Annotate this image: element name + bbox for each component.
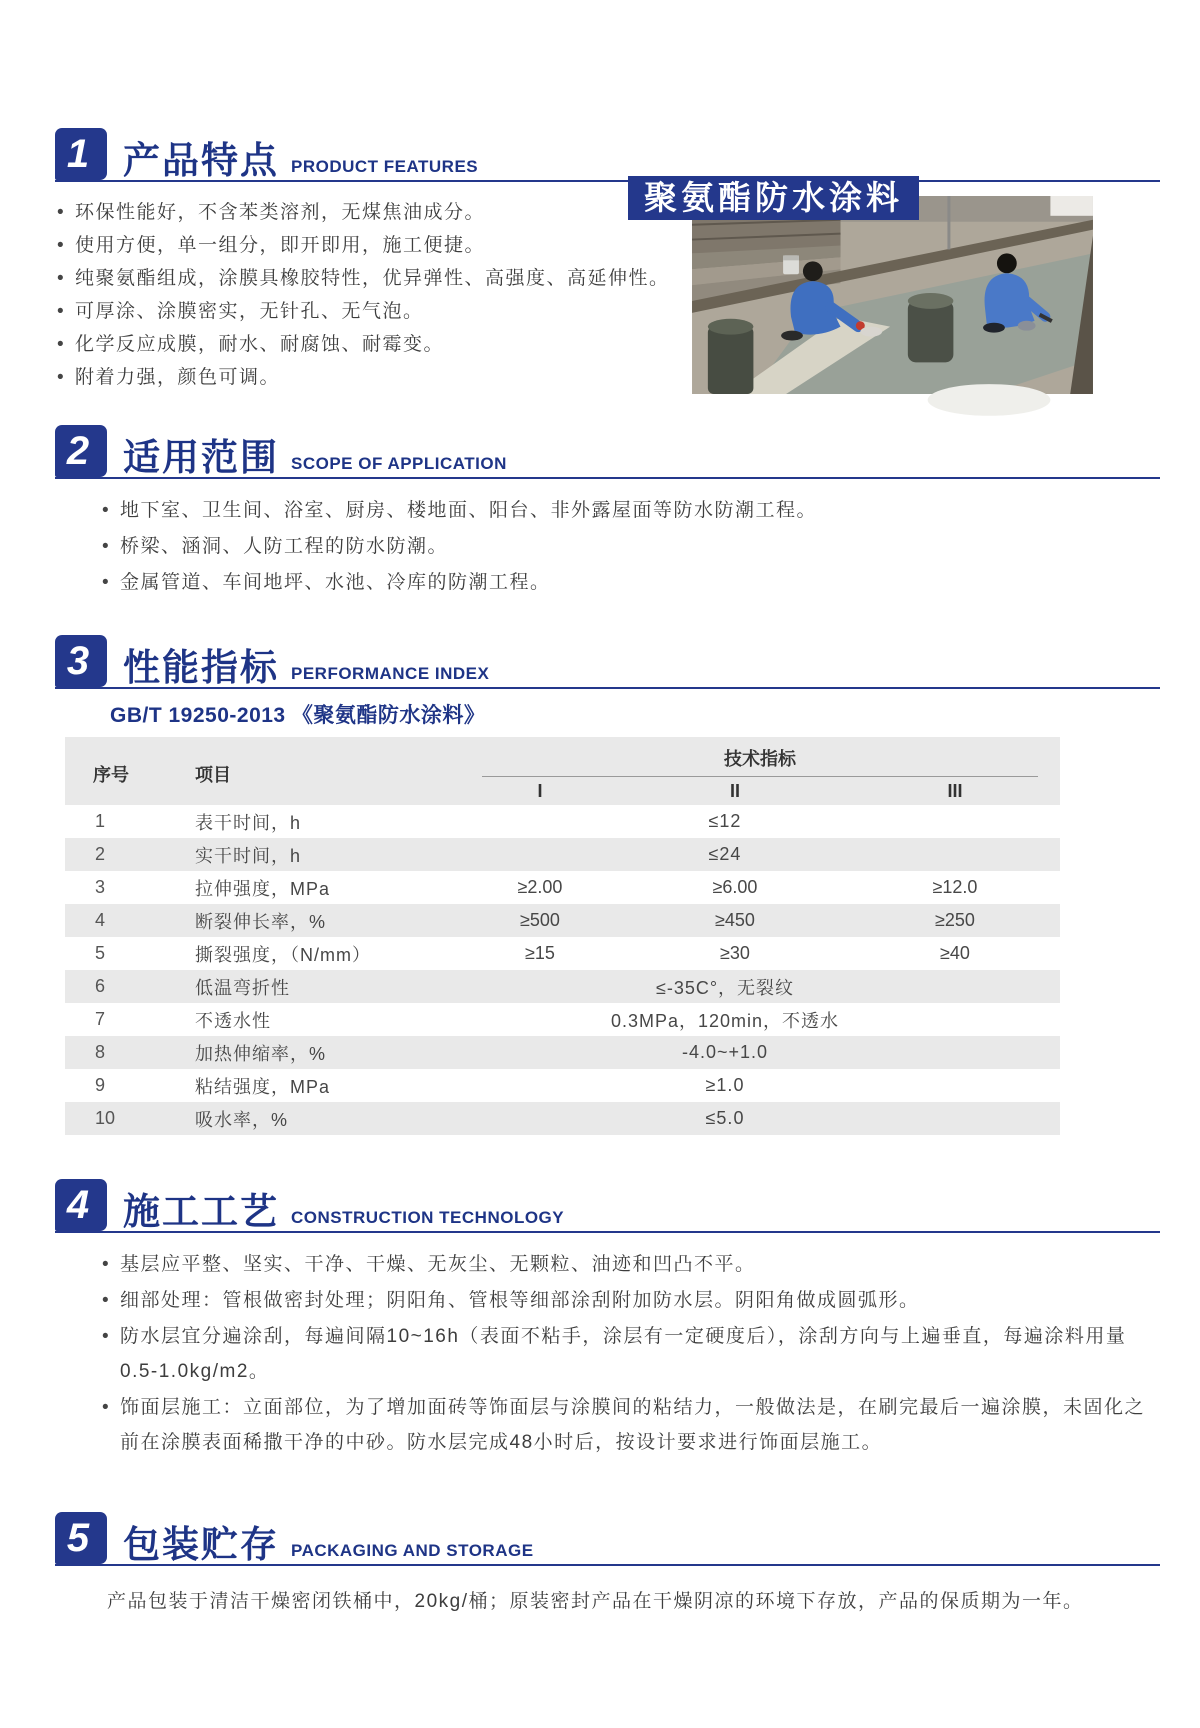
construction-list <box>100 1247 1160 1460</box>
section-number-badge: 4 <box>55 1179 107 1231</box>
cell-value: ≤-35C°，无裂纹 <box>655 977 795 998</box>
section-number-badge: 3 <box>55 635 107 687</box>
cell-value: ≥6.00 <box>712 877 758 897</box>
table-row <box>65 1036 1060 1069</box>
cell-no: 9 <box>95 1075 106 1095</box>
section-number-badge: 5 <box>55 1512 107 1564</box>
cell-no: 10 <box>95 1108 116 1128</box>
section-title: 适用范围 <box>123 437 279 478</box>
cell-item: 拉伸强度，MPa <box>195 878 331 899</box>
performance-table <box>65 737 1060 1135</box>
list-item: • 防水层宜分遍涂刮，每遍间隔10~16h（表面不粘手，涂层有一定硬度后），涂刮方向与上遍垂直，每遍涂料用量 0.5-1.0kg/m2。 <box>100 1319 1160 1389</box>
cell-item: 实干时间，h <box>195 845 302 866</box>
cell-no: 4 <box>95 910 106 930</box>
cell-no: 8 <box>95 1042 106 1062</box>
section-scope <box>55 425 1160 601</box>
standard-reference: GB/T 19250-2013 《聚氨酯防水涂料》 <box>110 704 486 727</box>
page-title: 聚氨酯防水涂料 <box>628 176 919 220</box>
cell-value: ≥30 <box>720 943 750 963</box>
cell-no: 6 <box>95 976 106 996</box>
list-item: • 桥梁、涵洞、人防工程的防水防潮。 <box>100 529 1160 565</box>
cell-item: 粘结强度，MPa <box>195 1076 331 1097</box>
table-header-row <box>65 737 1060 805</box>
section-number-badge: 2 <box>55 425 107 477</box>
cell-item: 加热伸缩率，% <box>195 1043 327 1064</box>
cell-value: ≤5.0 <box>705 1108 745 1128</box>
section-title: 性能指标 <box>123 647 279 688</box>
table-row <box>65 904 1060 937</box>
list-item: • 使用方便，单一组分，即开即用，施工便捷。 <box>55 229 690 262</box>
section-performance <box>55 635 1160 1135</box>
section-number-badge: 1 <box>55 128 107 180</box>
grade-header-2: II <box>729 781 740 801</box>
list-item: • 饰面层施工：立面部位，为了增加面砖等饰面层与涂膜间的粘结力，一般做法是，在刷完最后一遍涂膜，未固化之前在涂膜表面稀撒干净的中砂。防水层完成48小时后，按设计要求进行饰面层施工。 <box>100 1390 1160 1460</box>
cell-value: ≤12 <box>708 811 742 831</box>
cell-value: 0.3MPa，120min，不透水 <box>610 1010 840 1031</box>
section-subtitle: SCOPE OF APPLICATION <box>291 454 507 473</box>
cell-no: 7 <box>95 1009 106 1029</box>
list-item: • 附着力强，颜色可调。 <box>55 361 690 394</box>
section-subtitle: PRODUCT FEATURES <box>291 157 479 176</box>
datasheet-page <box>0 128 1200 1728</box>
table-row <box>65 937 1060 970</box>
column-header-tech: 技术指标 <box>482 743 1038 777</box>
coating-barrel <box>708 319 754 394</box>
cell-no: 1 <box>95 811 106 831</box>
list-item: • 化学反应成膜，耐水、耐腐蚀、耐霉变。 <box>55 328 690 361</box>
list-item: • 基层应平整、坚实、干净、干燥、无灰尘、无颗粒、油迹和凹凸不平。 <box>100 1247 1160 1282</box>
cell-value: ≥1.0 <box>705 1075 745 1095</box>
section-subtitle: PACKAGING AND STORAGE <box>291 1541 534 1560</box>
cell-no: 3 <box>95 877 106 897</box>
table-row <box>65 1102 1060 1135</box>
cell-value: -4.0~+1.0 <box>681 1042 769 1062</box>
section-title: 包装贮存 <box>123 1524 279 1565</box>
packaging-text: 产品包装于清洁干燥密闭铁桶中，20kg/桶；原装密封产品在干燥阴凉的环境下存放，产品的保质期为一年。 <box>107 1591 1084 1612</box>
list-item: • 环保性能好，不含苯类溶剂，无煤焦油成分。 <box>55 196 690 229</box>
cell-value: ≥40 <box>940 943 970 963</box>
list-item: • 金属管道、车间地坪、水池、冷库的防潮工程。 <box>100 565 1160 601</box>
list-item: • 可厚涂、涂膜密实，无针孔、无气泡。 <box>55 295 690 328</box>
section-title: 施工工艺 <box>123 1191 279 1232</box>
list-item: • 纯聚氨酯组成，涂膜具橡胶特性，优异弹性、高强度、高延伸性。 <box>55 262 690 295</box>
cell-value: ≥450 <box>715 910 755 930</box>
list-item: • 细部处理：管根做密封处理；阴阳角、管根等细部涂刮附加防水层。阴阳角做成圆弧形。 <box>100 1283 1160 1318</box>
section-subtitle: CONSTRUCTION TECHNOLOGY <box>291 1208 565 1227</box>
section-header <box>55 1179 1160 1233</box>
list-item: • 地下室、卫生间、浴室、厨房、楼地面、阳台、非外露屋面等防水防潮工程。 <box>100 493 1160 529</box>
section-packaging <box>55 1512 1160 1618</box>
cell-item: 不透水性 <box>195 1010 271 1031</box>
cell-item: 低温弯折性 <box>195 977 290 998</box>
table-row <box>65 805 1060 838</box>
section-features <box>55 128 1160 399</box>
grade-header-1: I <box>537 781 543 801</box>
cell-item: 表干时间，h <box>195 812 302 833</box>
workers-applying-coating-photo <box>690 196 1095 399</box>
section-subtitle: PERFORMANCE INDEX <box>291 664 490 683</box>
cell-item: 吸水率，% <box>195 1109 289 1130</box>
table-row <box>65 1003 1060 1036</box>
section-header <box>55 128 1160 182</box>
scope-list <box>100 493 1160 601</box>
section-construction <box>55 1179 1160 1460</box>
table-row <box>65 838 1060 871</box>
section-header <box>55 425 1160 479</box>
cell-value: ≥250 <box>935 910 975 930</box>
table-row <box>65 1069 1060 1102</box>
column-header-item: 项目 <box>195 765 231 785</box>
section-header <box>55 1512 1160 1566</box>
table-row <box>65 970 1060 1003</box>
cell-item: 断裂伸长率，% <box>195 911 327 932</box>
cell-no: 2 <box>95 844 106 864</box>
cell-no: 5 <box>95 943 106 963</box>
features-list <box>55 192 690 399</box>
cell-item: 撕裂强度，（N/mm） <box>195 944 371 965</box>
cell-value: ≤24 <box>708 844 742 864</box>
grade-header-3: III <box>947 781 963 801</box>
table-row <box>65 871 1060 904</box>
section-title: 产品特点 <box>123 140 279 181</box>
cell-value: ≥500 <box>520 910 560 930</box>
cell-value: ≥12.0 <box>932 877 978 897</box>
section-header <box>55 635 1160 689</box>
cell-value: ≥2.00 <box>517 877 563 897</box>
coating-barrel <box>908 293 954 362</box>
column-header-no: 序号 <box>93 765 129 785</box>
cell-value: ≥15 <box>525 943 555 963</box>
